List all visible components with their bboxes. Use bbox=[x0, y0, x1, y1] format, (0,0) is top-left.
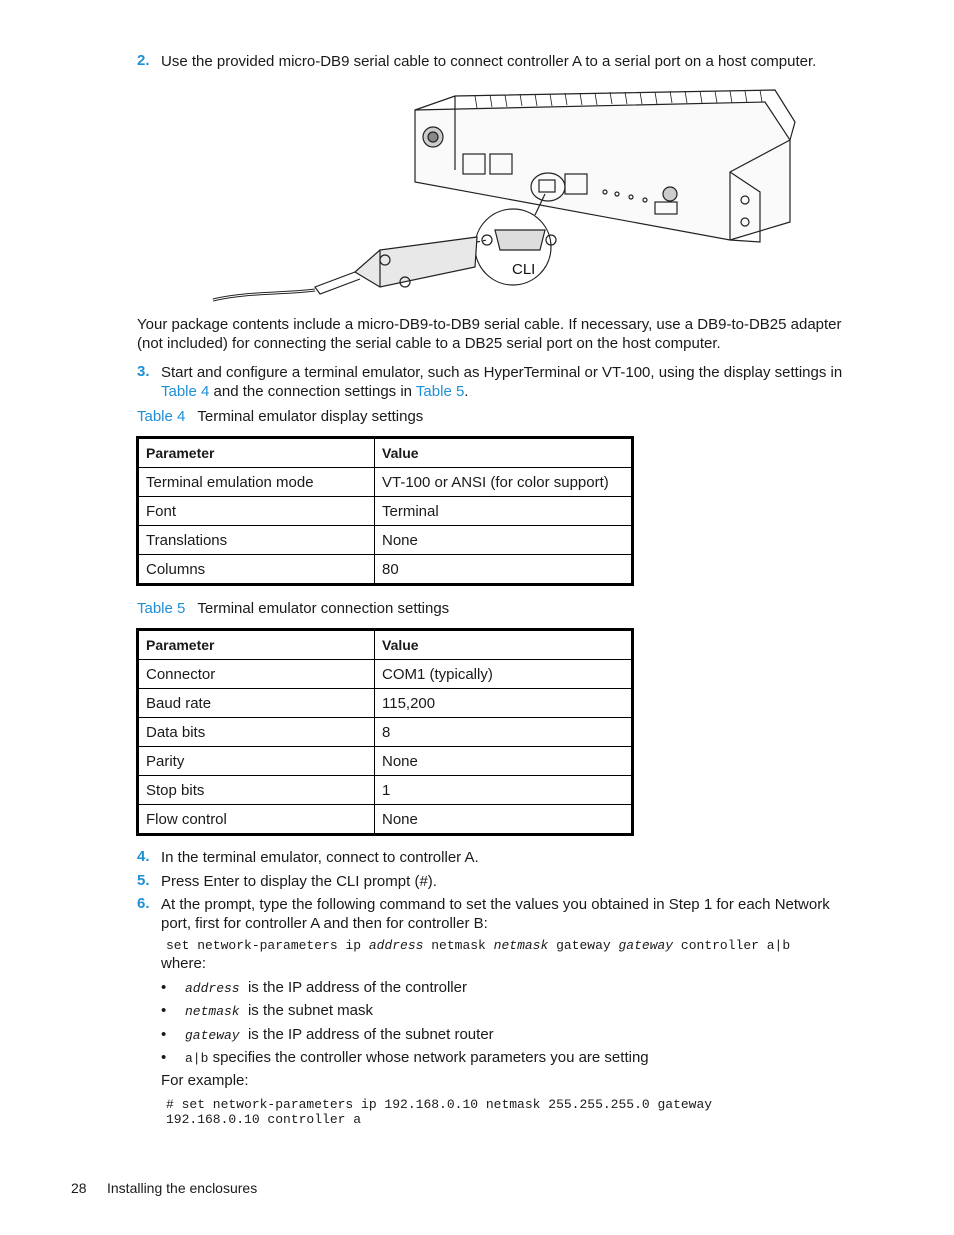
bullet-desc: specifies the controller whose network parameters you are setting bbox=[212, 1049, 649, 1066]
table-cell: Stop bits bbox=[138, 776, 375, 805]
table-row bbox=[138, 747, 633, 776]
table-cell: None bbox=[375, 526, 633, 555]
cli-label: CLI bbox=[512, 261, 536, 278]
example-label: For example: bbox=[161, 1072, 249, 1089]
table-cell: Connector bbox=[138, 660, 375, 689]
table-cell: Baud rate bbox=[138, 689, 375, 718]
bullet-item bbox=[185, 1049, 649, 1066]
bullet-term: netmask bbox=[185, 1004, 240, 1019]
step-text: In the terminal emulator, connect to controller A. bbox=[161, 849, 479, 866]
table-row bbox=[138, 555, 633, 585]
step-number: 2. bbox=[137, 52, 150, 69]
table-cell: 115,200 bbox=[375, 689, 633, 718]
step-number: 4. bbox=[137, 848, 150, 865]
table-cell: Data bits bbox=[138, 718, 375, 747]
bullet-mark: • bbox=[161, 1026, 167, 1043]
table-row bbox=[138, 689, 633, 718]
table-5-caption bbox=[137, 600, 449, 617]
command-variable: address bbox=[368, 938, 424, 953]
command-part: netmask bbox=[423, 938, 494, 953]
table-cell: Parity bbox=[138, 747, 375, 776]
table-cell: Columns bbox=[138, 555, 375, 585]
step-text: At the prompt, type the following command to set the values you obtained in Step 1 for each Network port, first for controller A and then for controller B: bbox=[161, 896, 830, 932]
table-row bbox=[138, 718, 633, 747]
bullet-desc: is the subnet mask bbox=[247, 1002, 374, 1019]
bullet-mark: • bbox=[161, 979, 167, 996]
table-cell: None bbox=[375, 747, 633, 776]
table-title: Terminal emulator display settings bbox=[197, 408, 424, 425]
step-text bbox=[161, 363, 843, 401]
table-header-cell: Value bbox=[375, 438, 633, 468]
table-4-caption bbox=[137, 408, 423, 425]
table-4 bbox=[136, 436, 634, 586]
table-header-row bbox=[138, 630, 633, 660]
page-number: 28 bbox=[71, 1180, 87, 1196]
bullet-term: gateway bbox=[185, 1028, 240, 1043]
command-variable: netmask bbox=[493, 938, 549, 953]
command-variable: gateway bbox=[618, 938, 674, 953]
footer-section: Installing the enclosures bbox=[107, 1180, 258, 1196]
table-5-link[interactable]: Table 5 bbox=[415, 383, 465, 400]
table-cell: None bbox=[375, 805, 633, 835]
bullet-desc: is the IP address of the controller bbox=[247, 979, 467, 996]
table-cell: Translations bbox=[138, 526, 375, 555]
bullet-mark: • bbox=[161, 1049, 167, 1066]
table-cell: 8 bbox=[375, 718, 633, 747]
example-code bbox=[166, 1097, 712, 1127]
package-note: Your package contents include a micro-DB9-to-DB9 serial cable. If necessary, use a DB9-to-DB25 adapter (not included) for connecting the serial cable to a DB25 serial port on the host computer. bbox=[137, 316, 842, 352]
example-line: 192.168.0.10 controller a bbox=[166, 1112, 362, 1127]
controller-cable-figure bbox=[205, 82, 805, 307]
table-title: Terminal emulator connection settings bbox=[197, 600, 450, 617]
table-header-cell: Parameter bbox=[138, 438, 375, 468]
command-part: gateway bbox=[548, 938, 619, 953]
step-text: Use the provided micro-DB9 serial cable to connect controller A to a serial port on a host computer. bbox=[161, 53, 817, 70]
table-row bbox=[138, 805, 633, 835]
command-part: set network-parameters ip bbox=[166, 938, 369, 953]
table-4-link[interactable]: Table 4 bbox=[161, 383, 210, 400]
table-header-cell: Parameter bbox=[138, 630, 375, 660]
table-row bbox=[138, 776, 633, 805]
step-text-part: Start and configure a terminal emulator, such as HyperTerminal or VT-100, using the display settings in bbox=[161, 364, 843, 381]
table-cell: VT-100 or ANSI (for color support) bbox=[375, 468, 633, 497]
table-cell: COM1 (typically) bbox=[375, 660, 633, 689]
table-label: Table 5 bbox=[137, 600, 186, 617]
table-cell: Terminal emulation mode bbox=[138, 468, 375, 497]
command-part: controller a|b bbox=[673, 938, 791, 953]
bullet-term: address bbox=[185, 981, 240, 996]
table-row bbox=[138, 660, 633, 689]
example-line: # set network-parameters ip 192.168.0.10 netmask 255.255.255.0 gateway bbox=[166, 1097, 713, 1112]
bullet-item bbox=[185, 1002, 373, 1019]
bullet-item bbox=[185, 979, 467, 996]
where-label: where: bbox=[161, 955, 207, 972]
table-label: Table 4 bbox=[137, 408, 186, 425]
step-text-part: . bbox=[464, 383, 469, 400]
table-cell: Flow control bbox=[138, 805, 375, 835]
step-text: Press Enter to display the CLI prompt (#). bbox=[161, 873, 437, 890]
table-header-cell: Value bbox=[375, 630, 633, 660]
table-row bbox=[138, 468, 633, 497]
bullet-item bbox=[185, 1026, 494, 1043]
table-header-row bbox=[138, 438, 633, 468]
table-5 bbox=[136, 628, 634, 836]
table-cell: 1 bbox=[375, 776, 633, 805]
step-number: 6. bbox=[137, 895, 150, 912]
table-row bbox=[138, 526, 633, 555]
command-syntax bbox=[166, 938, 790, 953]
step-number: 5. bbox=[137, 872, 150, 889]
table-cell: Font bbox=[138, 497, 375, 526]
step-number: 3. bbox=[137, 363, 150, 380]
bullet-term: a|b bbox=[185, 1051, 209, 1066]
table-cell: 80 bbox=[375, 555, 633, 585]
step-text-part: and the connection settings in bbox=[209, 383, 416, 400]
bullet-desc: is the IP address of the subnet router bbox=[247, 1026, 494, 1043]
table-row bbox=[138, 497, 633, 526]
table-cell: Terminal bbox=[375, 497, 633, 526]
bullet-mark: • bbox=[161, 1002, 167, 1019]
